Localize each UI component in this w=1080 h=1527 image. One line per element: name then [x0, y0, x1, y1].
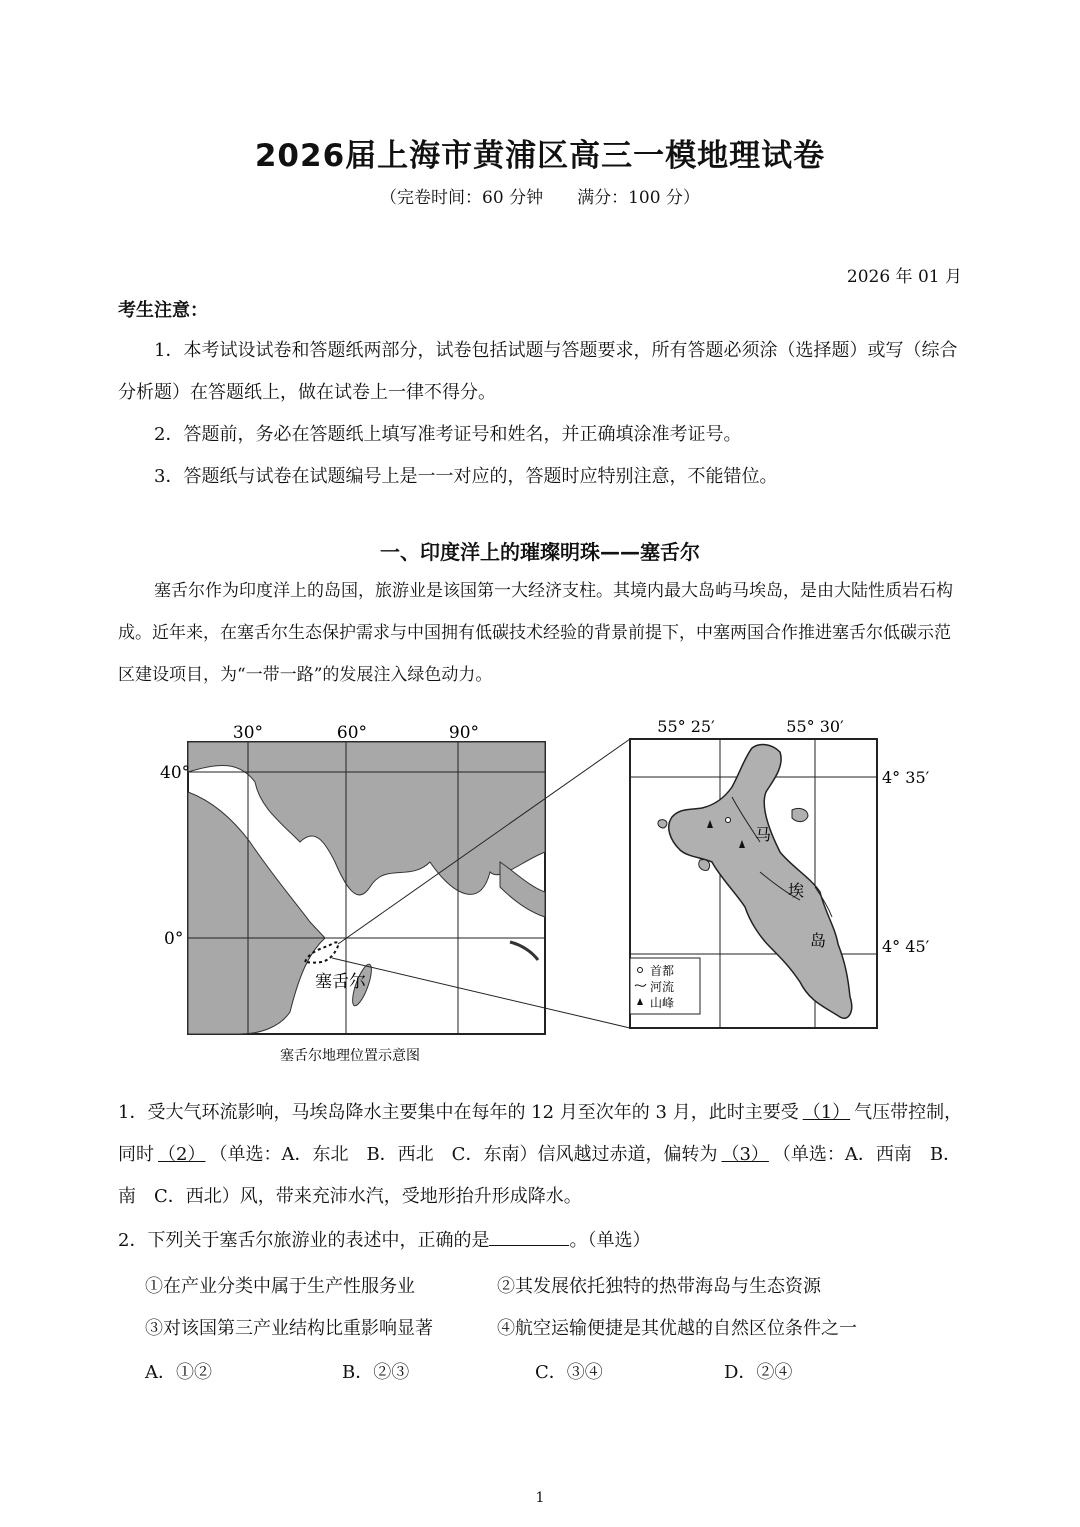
q1-text-a: 受大气环流影响，马埃岛降水主要集中在每年的 12 月至次年的 3 月，此时主要受	[147, 1102, 799, 1123]
q1-text-d: （单选：A．西南 B．南 C．西北）风，带来充沛水汽，受地形抬升形成降水。	[118, 1144, 962, 1207]
section-title: 一、印度洋上的璀璨明珠——塞舌尔	[380, 540, 700, 564]
q2-number: 2．	[118, 1230, 148, 1251]
seychelles-location-map	[160, 712, 930, 1072]
question-2	[118, 1220, 964, 1262]
inset-lat-label-1: 4° 35′	[882, 768, 930, 787]
q2-suffix: 。（单选）	[569, 1230, 651, 1251]
q2-item-2: ②其发展依托独特的热带海岛与生态资源	[497, 1276, 821, 1297]
q1-text-b: 气压带控制，同时	[118, 1102, 963, 1165]
island-label-ma: 马	[755, 825, 772, 844]
q2-option-d[interactable]: D．②④	[724, 1362, 793, 1383]
lon-label-90: 90°	[448, 723, 480, 743]
lat-label-40: 40°	[160, 763, 191, 783]
lat-label-0: 0°	[164, 929, 184, 949]
page-number: 1	[535, 1490, 545, 1506]
question-1	[118, 1092, 964, 1218]
notice-item-3: 3．答题纸与试卷在试题编号上是一一对应的，答题时应特别注意，不能错位。	[154, 466, 778, 487]
q2-item-3: ③对该国第三产业结构比重影响显著	[145, 1318, 433, 1339]
q2-option-b[interactable]: B．②③	[342, 1362, 410, 1383]
inset-lon-label-2: 55° 30′	[786, 717, 844, 736]
q2-option-a[interactable]: A．①②	[145, 1362, 212, 1383]
legend-capital: 首都	[650, 964, 675, 978]
legend-river: 河流	[650, 980, 675, 994]
island-label-dao: 岛	[810, 931, 827, 950]
notice-item-2: 2．答题前，务必在答题纸上填写准考证号和姓名，并正确填涂准考证号。	[154, 424, 742, 445]
q2-item-1: ①在产业分类中属于生产性服务业	[145, 1276, 415, 1297]
seychelles-label: 塞舌尔	[315, 972, 366, 992]
q2-answer-blank[interactable]	[489, 1227, 569, 1246]
page-title: 2026届上海市黄浦区高三一模地理试卷	[254, 138, 826, 174]
exam-info: （完卷时间：60 分钟 满分：100 分）	[380, 188, 700, 208]
q1-blank-1[interactable]: （1）	[802, 1102, 851, 1123]
world-map-frame	[188, 742, 545, 1034]
notice-heading: 考生注意：	[118, 300, 208, 321]
lon-label-30: 30°	[232, 723, 264, 743]
notice-item-1: 1．本考试设试卷和答题纸两部分，试卷包括试题与答题要求，所有答题必须涂（选择题）或写（综合分析题）在答题纸上，做在试卷上一律不得分。	[118, 340, 958, 403]
inset-lat-label-2: 4° 45′	[882, 937, 930, 956]
section-paragraph: 塞舌尔作为印度洋上的岛国，旅游业是该国第一大经济支柱。其境内最大岛屿马埃岛，是由大陆性质岩石构成。近年来，在塞舌尔生态保护需求与中国拥有低碳技术经验的背景前提下，中塞两国合作推进塞舌尔低碳示范区建设项目，为“一带一路”的发展注入绿色动力。	[118, 581, 953, 685]
q1-number: 1．	[118, 1102, 148, 1123]
legend-peak: 山峰	[650, 996, 675, 1010]
inset-lon-label-1: 55° 25′	[657, 717, 715, 736]
q1-blank-2[interactable]: （2）	[158, 1144, 206, 1165]
q2-option-c[interactable]: C．③④	[535, 1362, 603, 1383]
q1-blank-3[interactable]: （3）	[721, 1144, 769, 1165]
q1-text-c: （单选：A．东北 B．西北 C．东南）信风越过赤道，偏转为	[209, 1144, 718, 1165]
q2-text: 下列关于塞舌尔旅游业的表述中，正确的是	[147, 1230, 490, 1251]
island-label-ai: 埃	[788, 881, 805, 900]
map-caption: 塞舌尔地理位置示意图	[280, 1048, 420, 1064]
exam-date: 2026 年 01 月	[846, 267, 962, 287]
q2-item-4: ④航空运输便捷是其优越的自然区位条件之一	[497, 1318, 857, 1339]
lon-label-60: 60°	[336, 723, 368, 743]
